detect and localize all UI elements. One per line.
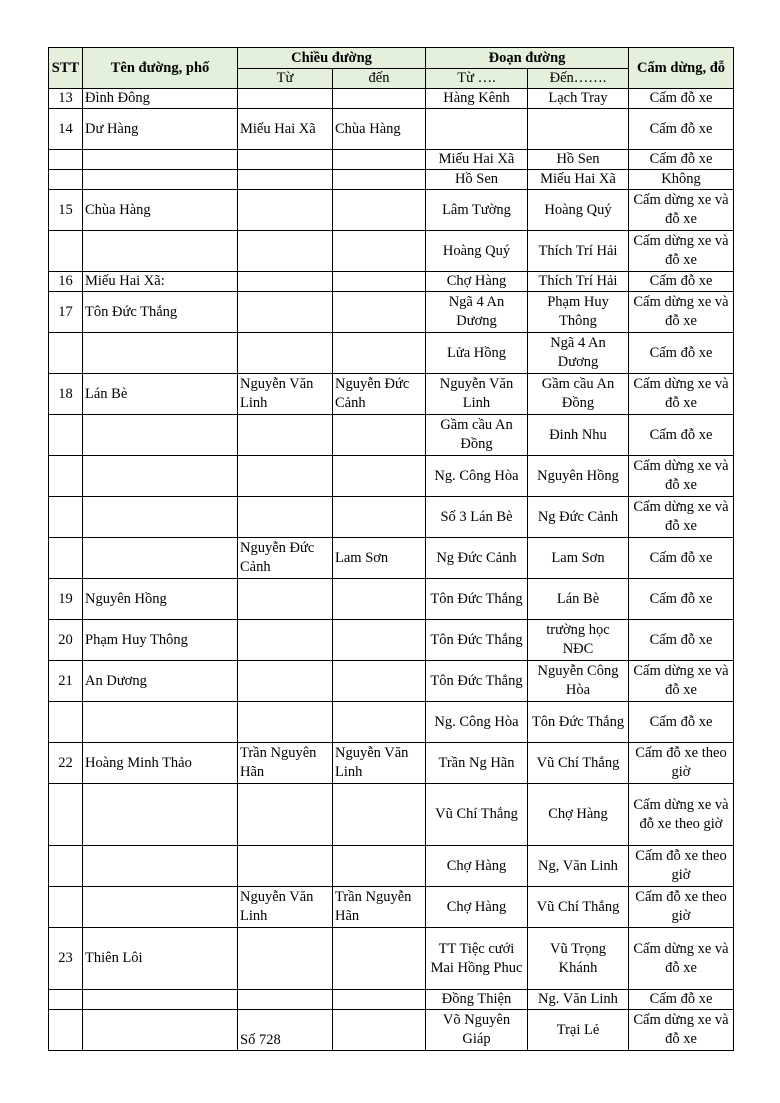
- row-ban: Cấm đỗ xe: [629, 702, 734, 743]
- row-direction-from: [238, 846, 333, 887]
- row-stt: [49, 456, 83, 497]
- table-row: [49, 497, 734, 538]
- row-street-name: Miếu Hai Xã:: [83, 272, 238, 292]
- row-direction-from: Số 728: [238, 1010, 333, 1051]
- row-segment-from: Ng. Công Hòa: [426, 456, 528, 497]
- row-segment-to: trường học NĐC: [528, 620, 629, 661]
- table-row: [49, 1010, 734, 1051]
- row-stt: [49, 170, 83, 190]
- row-segment-to: Hoàng Quý: [528, 190, 629, 231]
- row-street-name: [83, 1010, 238, 1051]
- row-ban: Cấm đỗ xe theo giờ: [629, 743, 734, 784]
- row-direction-from: Miếu Hai Xã: [238, 109, 333, 150]
- row-ban: Cấm dừng xe và đỗ xe theo giờ: [629, 784, 734, 846]
- row-direction-from: [238, 231, 333, 272]
- row-segment-from: Tôn Đức Thắng: [426, 661, 528, 702]
- row-direction-from: Nguyễn Văn Linh: [238, 374, 333, 415]
- row-street-name: Chùa Hàng: [83, 190, 238, 231]
- table-row: [49, 333, 734, 374]
- row-direction-to: Nguyễn Đức Cảnh: [333, 374, 426, 415]
- row-stt: 15: [49, 190, 83, 231]
- row-segment-to: Thích Trí Hải: [528, 272, 629, 292]
- row-stt: [49, 497, 83, 538]
- header-street-name: Tên đường, phố: [83, 48, 238, 89]
- row-stt: 17: [49, 292, 83, 333]
- row-segment-to: [528, 109, 629, 150]
- row-direction-to: [333, 846, 426, 887]
- row-stt: [49, 784, 83, 846]
- row-street-name: Hoàng Minh Thảo: [83, 743, 238, 784]
- row-segment-from: Trần Ng Hãn: [426, 743, 528, 784]
- row-ban: Cấm đỗ xe: [629, 333, 734, 374]
- row-street-name: Đình Đông: [83, 89, 238, 109]
- row-direction-to: [333, 990, 426, 1010]
- row-segment-to: Miếu Hai Xã: [528, 170, 629, 190]
- row-street-name: [83, 231, 238, 272]
- row-direction-from: [238, 415, 333, 456]
- row-direction-to: [333, 89, 426, 109]
- row-direction-to: [333, 702, 426, 743]
- table-row: [49, 89, 734, 109]
- header-direction-to: đến: [333, 69, 426, 89]
- row-direction-to: [333, 333, 426, 374]
- table-header: [49, 48, 734, 89]
- row-segment-from: TT Tiệc cưới Mai Hồng Phuc: [426, 928, 528, 990]
- row-street-name: Nguyên Hồng: [83, 579, 238, 620]
- row-segment-from: Ngã 4 An Dương: [426, 292, 528, 333]
- table-row: [49, 579, 734, 620]
- row-segment-to: Gầm cầu An Đồng: [528, 374, 629, 415]
- header-ban: Cấm dừng, đỗ: [629, 48, 734, 89]
- row-segment-from: Chợ Hàng: [426, 846, 528, 887]
- table-row: [49, 190, 734, 231]
- row-street-name: Phạm Huy Thông: [83, 620, 238, 661]
- row-direction-from: [238, 190, 333, 231]
- row-segment-from: Tôn Đức Thắng: [426, 620, 528, 661]
- row-direction-from: [238, 702, 333, 743]
- row-stt: 16: [49, 272, 83, 292]
- row-ban: Cấm dừng xe và đỗ xe: [629, 231, 734, 272]
- row-street-name: Dư Hàng: [83, 109, 238, 150]
- row-direction-to: Lam Sơn: [333, 538, 426, 579]
- row-direction-to: [333, 231, 426, 272]
- row-direction-to: [333, 292, 426, 333]
- table-row: [49, 990, 734, 1010]
- row-ban: Cấm dừng xe và đỗ xe: [629, 190, 734, 231]
- row-direction-to: [333, 415, 426, 456]
- table-row: [49, 231, 734, 272]
- row-direction-to: [333, 784, 426, 846]
- table-row: [49, 272, 734, 292]
- row-direction-from: Nguyễn Văn Linh: [238, 887, 333, 928]
- row-stt: 20: [49, 620, 83, 661]
- row-stt: 18: [49, 374, 83, 415]
- row-ban: Cấm đỗ xe: [629, 990, 734, 1010]
- row-segment-from: Vũ Chí Thắng: [426, 784, 528, 846]
- row-direction-from: [238, 292, 333, 333]
- row-street-name: Tôn Đức Thắng: [83, 292, 238, 333]
- row-segment-to: Nguyên Hồng: [528, 456, 629, 497]
- row-direction-from: [238, 150, 333, 170]
- table-row: [49, 846, 734, 887]
- row-direction-from: [238, 333, 333, 374]
- table-row: [49, 374, 734, 415]
- table-row: [49, 702, 734, 743]
- row-ban: Cấm đỗ xe: [629, 620, 734, 661]
- row-direction-to: [333, 456, 426, 497]
- table-row: [49, 538, 734, 579]
- row-direction-from: Trần Nguyên Hãn: [238, 743, 333, 784]
- row-stt: 14: [49, 109, 83, 150]
- row-street-name: Lán Bè: [83, 374, 238, 415]
- row-direction-to: [333, 190, 426, 231]
- row-stt: [49, 887, 83, 928]
- row-street-name: Thiên Lôi: [83, 928, 238, 990]
- row-segment-from: Hồ Sen: [426, 170, 528, 190]
- row-segment-from: Chợ Hàng: [426, 887, 528, 928]
- row-direction-to: [333, 928, 426, 990]
- table-row: [49, 109, 734, 150]
- row-segment-from: Tôn Đức Thắng: [426, 579, 528, 620]
- table-row: [49, 150, 734, 170]
- row-segment-from: Ng. Công Hòa: [426, 702, 528, 743]
- row-direction-from: [238, 89, 333, 109]
- table-row: [49, 661, 734, 702]
- table-row: [49, 784, 734, 846]
- row-segment-to: Phạm Huy Thông: [528, 292, 629, 333]
- row-street-name: [83, 456, 238, 497]
- row-street-name: [83, 784, 238, 846]
- row-ban: Cấm dừng xe và đỗ xe: [629, 456, 734, 497]
- row-ban: Cấm đỗ xe theo giờ: [629, 846, 734, 887]
- table-row: [49, 928, 734, 990]
- row-segment-from: Miếu Hai Xã: [426, 150, 528, 170]
- header-segment-to: Đến…….: [528, 69, 629, 89]
- row-ban: Cấm dừng xe và đỗ xe: [629, 497, 734, 538]
- row-segment-to: Lam Sơn: [528, 538, 629, 579]
- table-row: [49, 887, 734, 928]
- row-segment-from: Võ Nguyên Giáp: [426, 1010, 528, 1051]
- header-direction-from: Từ: [238, 69, 333, 89]
- row-direction-to: Trần Nguyễn Hãn: [333, 887, 426, 928]
- row-direction-to: Chùa Hàng: [333, 109, 426, 150]
- row-ban: Cấm dừng xe và đỗ xe: [629, 928, 734, 990]
- row-ban: Không: [629, 170, 734, 190]
- row-stt: [49, 702, 83, 743]
- row-direction-to: [333, 150, 426, 170]
- row-direction-from: [238, 784, 333, 846]
- row-segment-to: Ngã 4 An Dương: [528, 333, 629, 374]
- table-body: [49, 89, 734, 1051]
- row-ban: Cấm đỗ xe: [629, 89, 734, 109]
- row-stt: [49, 538, 83, 579]
- row-ban: Cấm dừng xe và đỗ xe: [629, 1010, 734, 1051]
- header-direction: Chiều đường: [238, 48, 426, 69]
- row-ban: Cấm đỗ xe: [629, 538, 734, 579]
- row-street-name: [83, 538, 238, 579]
- row-direction-from: [238, 497, 333, 538]
- row-stt: [49, 990, 83, 1010]
- row-segment-from: Số 3 Lán Bè: [426, 497, 528, 538]
- row-segment-to: Lán Bè: [528, 579, 629, 620]
- row-direction-to: [333, 661, 426, 702]
- row-segment-to: Tôn Đức Thắng: [528, 702, 629, 743]
- row-ban: Cấm dừng xe và đỗ xe: [629, 661, 734, 702]
- table-row: [49, 743, 734, 784]
- table-row: [49, 415, 734, 456]
- row-direction-from: [238, 456, 333, 497]
- row-segment-from: Gầm cầu An Đồng: [426, 415, 528, 456]
- row-stt: 13: [49, 89, 83, 109]
- row-street-name: [83, 415, 238, 456]
- row-ban: Cấm đỗ xe: [629, 150, 734, 170]
- row-segment-to: Vũ Chí Thắng: [528, 887, 629, 928]
- row-street-name: An Dương: [83, 661, 238, 702]
- row-segment-from: Hàng Kênh: [426, 89, 528, 109]
- row-stt: [49, 1010, 83, 1051]
- row-stt: [49, 415, 83, 456]
- row-direction-from: [238, 170, 333, 190]
- row-segment-to: Đinh Nhu: [528, 415, 629, 456]
- row-direction-from: [238, 620, 333, 661]
- row-stt: 22: [49, 743, 83, 784]
- row-segment-from: Lâm Tường: [426, 190, 528, 231]
- row-segment-from: Đồng Thiện: [426, 990, 528, 1010]
- row-segment-to: Ng, Văn Linh: [528, 846, 629, 887]
- row-segment-to: Vũ Trọng Khánh: [528, 928, 629, 990]
- row-segment-from: Ng Đức Cảnh: [426, 538, 528, 579]
- header-segment-from: Từ ….: [426, 69, 528, 89]
- row-direction-to: [333, 497, 426, 538]
- row-segment-to: Trại Lẻ: [528, 1010, 629, 1051]
- table-row: [49, 170, 734, 190]
- row-street-name: [83, 846, 238, 887]
- header-segment: Đoạn đường: [426, 48, 629, 69]
- row-segment-to: Lạch Tray: [528, 89, 629, 109]
- row-segment-to: Hồ Sen: [528, 150, 629, 170]
- table-row: [49, 456, 734, 497]
- row-street-name: [83, 150, 238, 170]
- row-direction-to: [333, 170, 426, 190]
- row-direction-from: [238, 272, 333, 292]
- row-direction-from: [238, 990, 333, 1010]
- header-stt: STT: [49, 48, 83, 89]
- row-street-name: [83, 497, 238, 538]
- row-street-name: [83, 887, 238, 928]
- row-segment-to: Ng Đức Cảnh: [528, 497, 629, 538]
- row-ban: Cấm đỗ xe: [629, 109, 734, 150]
- row-segment-from: [426, 109, 528, 150]
- row-segment-to: Nguyễn Công Hòa: [528, 661, 629, 702]
- row-ban: Cấm dừng xe và đỗ xe: [629, 374, 734, 415]
- row-segment-to: Vũ Chí Thắng: [528, 743, 629, 784]
- row-stt: 19: [49, 579, 83, 620]
- row-ban: Cấm đỗ xe: [629, 415, 734, 456]
- row-segment-from: Hoàng Quý: [426, 231, 528, 272]
- row-direction-to: Nguyễn Văn Linh: [333, 743, 426, 784]
- table-row: [49, 292, 734, 333]
- row-ban: Cấm đỗ xe theo giờ: [629, 887, 734, 928]
- row-segment-to: Chợ Hàng: [528, 784, 629, 846]
- row-stt: [49, 333, 83, 374]
- row-direction-to: [333, 272, 426, 292]
- row-stt: [49, 231, 83, 272]
- row-direction-from: [238, 661, 333, 702]
- row-direction-to: [333, 579, 426, 620]
- row-segment-from: Lửa Hồng: [426, 333, 528, 374]
- row-street-name: [83, 990, 238, 1010]
- row-street-name: [83, 333, 238, 374]
- row-segment-to: Ng. Văn Linh: [528, 990, 629, 1010]
- row-street-name: [83, 170, 238, 190]
- row-ban: Cấm dừng xe và đỗ xe: [629, 292, 734, 333]
- row-ban: Cấm đỗ xe: [629, 272, 734, 292]
- row-direction-from: Nguyễn Đức Cảnh: [238, 538, 333, 579]
- row-ban: Cấm đỗ xe: [629, 579, 734, 620]
- row-direction-to: [333, 1010, 426, 1051]
- parking-restriction-table: [48, 47, 734, 1051]
- table-row: [49, 620, 734, 661]
- row-stt: 21: [49, 661, 83, 702]
- row-direction-from: [238, 928, 333, 990]
- row-segment-from: Chợ Hàng: [426, 272, 528, 292]
- row-segment-from: Nguyễn Văn Linh: [426, 374, 528, 415]
- row-stt: [49, 846, 83, 887]
- row-stt: [49, 150, 83, 170]
- row-stt: 23: [49, 928, 83, 990]
- row-direction-to: [333, 620, 426, 661]
- row-street-name: [83, 702, 238, 743]
- row-direction-from: [238, 579, 333, 620]
- row-segment-to: Thích Trí Hải: [528, 231, 629, 272]
